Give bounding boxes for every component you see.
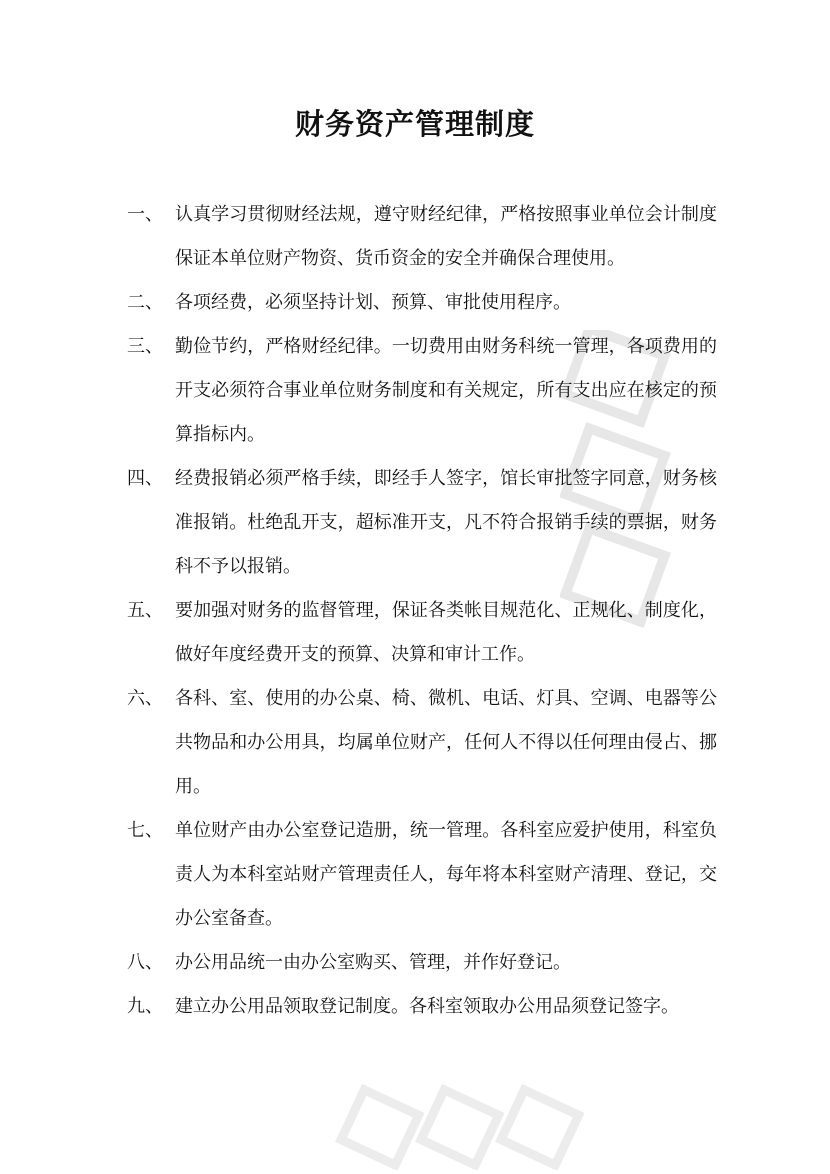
clause-number: 二、: [127, 292, 163, 313]
clause-text: 经费报销必须严格手续，即经手人签字，馆长审批签字同意，财务核准报销。杜绝乱开支，超标准开支，凡不符合报销手续的票据，财务科不予以报销。: [175, 468, 717, 577]
clause-number: 七、: [127, 820, 163, 841]
clause-text: 办公用品统一由办公室购买、管理，并作好登记。: [175, 952, 571, 973]
clause-text: 要加强对财务的监督管理，保证各类帐目规范化、正规化、制度化，做好年度经费开支的预算、决算和审计工作。: [175, 600, 717, 665]
clause-number: 九、: [127, 996, 163, 1017]
clause-item: [127, 589, 717, 677]
clause-item: [127, 985, 717, 1029]
clause-text: 建立办公用品领取登记制度。各科室领取办公用品须登记签字。: [175, 996, 679, 1017]
document-title: 财务资产管理制度: [294, 107, 535, 141]
clause-number: 四、: [127, 468, 163, 489]
clause-number: 五、: [127, 600, 163, 621]
clause-number: 一、: [127, 204, 163, 225]
clause-item: [127, 941, 717, 985]
clause-text: 单位财产由办公室登记造册，统一管理。各科室应爱护使用，科室负责人为本科室站财产管理责任人，每年将本科室财产清理、登记，交办公室备查。: [175, 820, 717, 929]
clause-number: 八、: [127, 952, 163, 973]
clause-number: 三、: [127, 336, 163, 357]
clause-number: 六、: [127, 688, 163, 709]
clause-text: 各项经费，必须坚持计划、预算、审批使用程序。: [175, 292, 571, 313]
clause-item: [127, 677, 717, 809]
clause-text: 勤俭节约，严格财经纪律。一切费用由财务科统一管理，各项费用的开支必须符合事业单位财务制度和有关规定，所有支出应在核定的预算指标内。: [175, 336, 717, 445]
clause-item: [127, 325, 717, 457]
clause-item: [127, 457, 717, 589]
clause-text: 各科、室、使用的办公桌、椅、微机、电话、灯具、空调、电器等公共物品和办公用具，均属单位财产，任何人不得以任何理由侵占、挪用。: [175, 688, 717, 797]
clause-item: [127, 281, 717, 325]
watermark-graphic-bottom: [330, 1080, 590, 1170]
clause-item: [127, 809, 717, 941]
clause-list: [127, 193, 717, 1029]
clause-text: 认真学习贯彻财经法规，遵守财经纪律，严格按照事业单位会计制度保证本单位财产物资、货币资金的安全并确保合理使用。: [175, 204, 717, 269]
clause-item: [127, 193, 717, 281]
